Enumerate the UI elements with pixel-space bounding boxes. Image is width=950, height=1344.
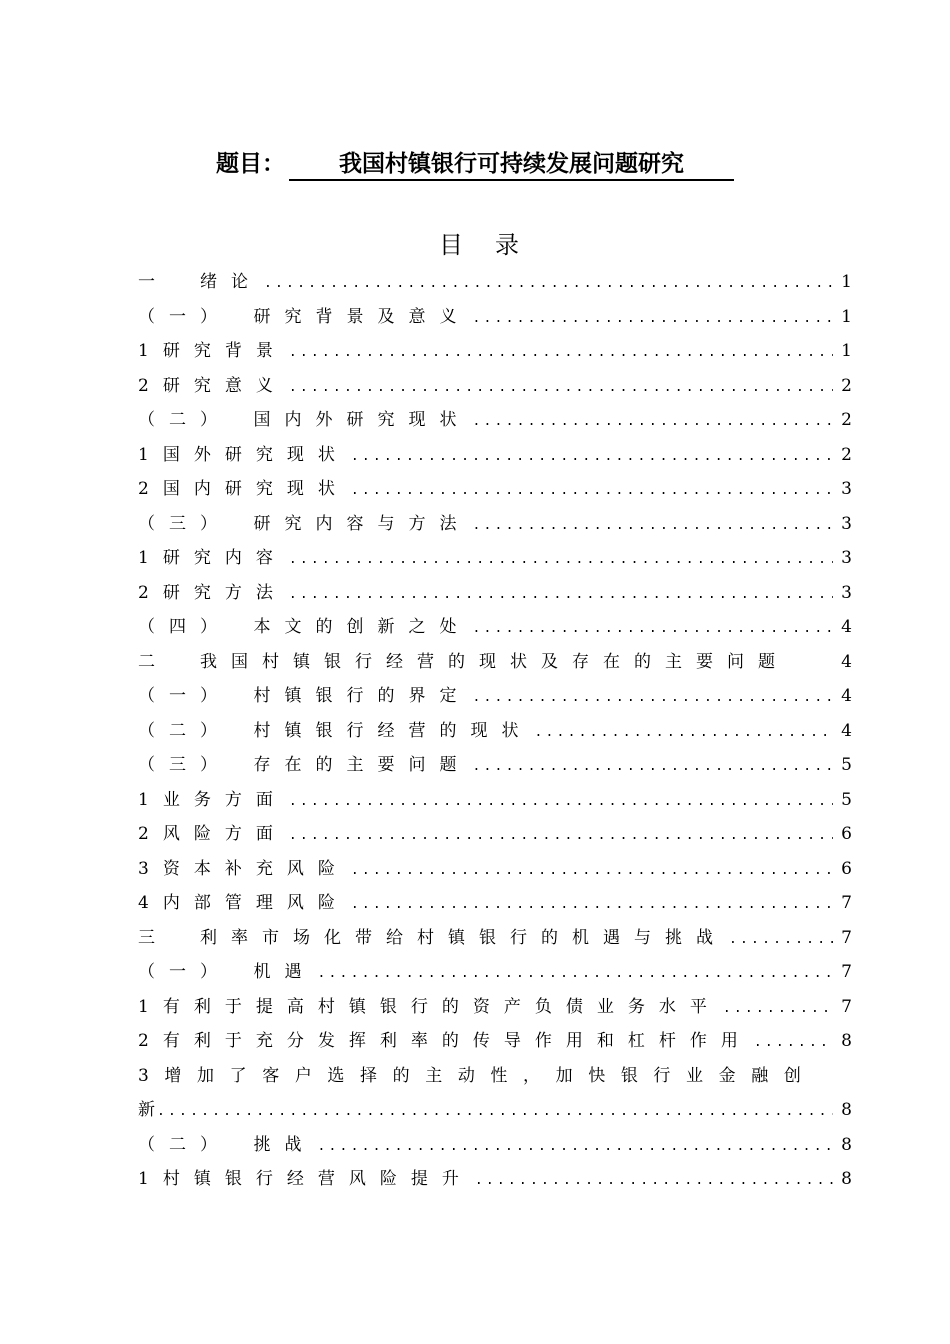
- toc-entry[interactable]: [138, 403, 852, 438]
- toc-entry[interactable]: [138, 472, 852, 507]
- toc-entry-page: 7: [841, 893, 852, 913]
- toc-entry-page: 2: [841, 410, 852, 430]
- toc-entry[interactable]: [138, 645, 852, 680]
- toc-entry[interactable]: [138, 1024, 852, 1059]
- toc-leader: [473, 302, 834, 335]
- toc-entry[interactable]: [138, 1059, 852, 1094]
- toc-leader: [473, 681, 834, 714]
- toc-leader: [318, 1130, 834, 1163]
- toc-leader: [289, 543, 833, 576]
- toc-entry-page: 5: [841, 789, 852, 810]
- toc-entry-label: （二） 挑战: [138, 1134, 316, 1155]
- toc-leader: [351, 888, 833, 921]
- toc-entry-label: 新: [138, 1100, 155, 1120]
- toc-heading: 目录: [439, 231, 551, 259]
- toc-leader: [473, 405, 834, 438]
- toc-entry-page: 6: [841, 858, 852, 879]
- toc-entry-page: 4: [841, 686, 852, 706]
- table-of-contents: [138, 265, 852, 1197]
- toc-entry-page: 3: [841, 513, 852, 534]
- toc-leader: [754, 1026, 833, 1059]
- toc-entry[interactable]: [138, 541, 852, 576]
- toc-entry-page: 3: [841, 548, 852, 568]
- title-prefix: 题目：: [216, 151, 285, 177]
- toc-entry-label: 1研究内容: [138, 548, 287, 568]
- toc-entry[interactable]: [138, 1162, 852, 1197]
- toc-entry[interactable]: [138, 852, 852, 887]
- toc-entry-page: 8: [841, 1031, 852, 1051]
- toc-entry-label: （一） 机遇: [138, 962, 316, 982]
- toc-entry-label: 1村镇银行经营风险提升: [138, 1169, 473, 1189]
- toc-entry[interactable]: [138, 955, 852, 990]
- toc-entry[interactable]: [138, 783, 852, 818]
- toc-entry[interactable]: [138, 438, 852, 473]
- toc-entry-page: 7: [841, 962, 852, 982]
- toc-leader: [264, 267, 833, 300]
- toc-entry-page: 7: [841, 996, 852, 1017]
- toc-entry-label: （四） 本文的创新之处: [138, 617, 471, 637]
- toc-entry-label: 三 利率市场化带给村镇银行的机遇与挑战: [138, 927, 727, 948]
- toc-entry-label: （二） 国内外研究现状: [138, 410, 471, 430]
- toc-entry[interactable]: [138, 817, 852, 852]
- toc-entry-label: （二） 村镇银行经营的现状: [138, 720, 533, 741]
- toc-entry-label: （一） 研究背景及意义: [138, 306, 471, 327]
- toc-entry[interactable]: [138, 679, 852, 714]
- toc-entry-label: 2风险方面: [138, 824, 287, 844]
- toc-entry-page: 4: [841, 720, 852, 741]
- toc-entry[interactable]: [138, 576, 852, 611]
- title-topic: 我国村镇银行可持续发展问题研究: [289, 149, 734, 181]
- toc-entry[interactable]: [138, 1128, 852, 1163]
- toc-entry-label: （一） 村镇银行的界定: [138, 686, 471, 706]
- toc-entry-page: 5: [841, 755, 852, 775]
- toc-entry-label: 3增加了客户选择的主动性，加快银行业金融创: [138, 1065, 817, 1086]
- toc-entry-label: 1有利于提高村镇银行的资产负债业务水平: [138, 996, 721, 1017]
- toc-entry-page: 4: [841, 651, 852, 672]
- toc-leader: [729, 923, 833, 956]
- toc-leader: [289, 819, 833, 852]
- toc-entry-page: 1: [841, 341, 852, 361]
- toc-entry-label: 3资本补充风险: [138, 858, 349, 879]
- toc-entry-page: 1: [841, 306, 852, 327]
- toc-entry-label: 1业务方面: [138, 789, 287, 810]
- toc-entry-page: 2: [841, 375, 852, 396]
- toc-leader: [318, 957, 834, 990]
- toc-entry-label: 2研究方法: [138, 582, 287, 603]
- toc-entry-page: 8: [841, 1134, 852, 1155]
- toc-entry-page: 1: [841, 272, 852, 292]
- toc-entry[interactable]: [138, 921, 852, 956]
- thesis-title: [0, 147, 950, 181]
- toc-entry[interactable]: [138, 714, 852, 749]
- toc-entry[interactable]: [138, 990, 852, 1025]
- toc-leader: [351, 474, 833, 507]
- toc-entry[interactable]: [138, 886, 852, 921]
- toc-leader: [289, 578, 833, 611]
- toc-entry[interactable]: [138, 334, 852, 369]
- toc-entry-label: 2国内研究现状: [138, 479, 349, 499]
- toc-leader: [351, 854, 833, 887]
- toc-entry[interactable]: [138, 610, 852, 645]
- toc-leader: [475, 1164, 833, 1197]
- toc-leader: [473, 509, 834, 542]
- toc-entry-page: 3: [841, 479, 852, 499]
- toc-entry-label: 1研究背景: [138, 341, 287, 361]
- toc-entry-label: 2研究意义: [138, 375, 287, 396]
- toc-leader: [289, 371, 833, 404]
- toc-entry-label: （三） 研究内容与方法: [138, 513, 471, 534]
- toc-entry-label: 1国外研究现状: [138, 444, 349, 465]
- toc-leader: [723, 992, 833, 1025]
- toc-leader: [473, 750, 834, 783]
- toc-entry-page: 8: [841, 1100, 852, 1120]
- toc-entry-label: 一 绪论: [138, 272, 262, 292]
- toc-leader: [473, 612, 834, 645]
- toc-leader: [289, 785, 833, 818]
- toc-entry-label: （三） 存在的主要问题: [138, 755, 471, 775]
- toc-entry[interactable]: [138, 369, 852, 404]
- toc-leader: [535, 716, 834, 749]
- toc-entry-label: 4内部管理风险: [138, 893, 349, 913]
- toc-entry-continuation[interactable]: [138, 1093, 852, 1128]
- toc-entry[interactable]: [138, 300, 852, 335]
- toc-entry[interactable]: [138, 265, 852, 300]
- toc-entry-page: 6: [841, 824, 852, 844]
- toc-entry-page: 4: [841, 617, 852, 637]
- toc-entry-label: 2有利于充分发挥利率的传导作用和杠杆作用: [138, 1031, 752, 1051]
- toc-entry-page: 7: [841, 927, 852, 948]
- toc-leader: [157, 1095, 833, 1128]
- toc-leader: [351, 440, 833, 473]
- toc-entry-page: 8: [841, 1169, 852, 1189]
- toc-entry[interactable]: [138, 507, 852, 542]
- toc-entry-page: 3: [841, 582, 852, 603]
- toc-leader: [289, 336, 833, 369]
- toc-entry-label: 二 我国村镇银行经营的现状及存在的主要问题: [138, 651, 789, 672]
- toc-entry[interactable]: [138, 748, 852, 783]
- toc-entry-page: 2: [841, 444, 852, 465]
